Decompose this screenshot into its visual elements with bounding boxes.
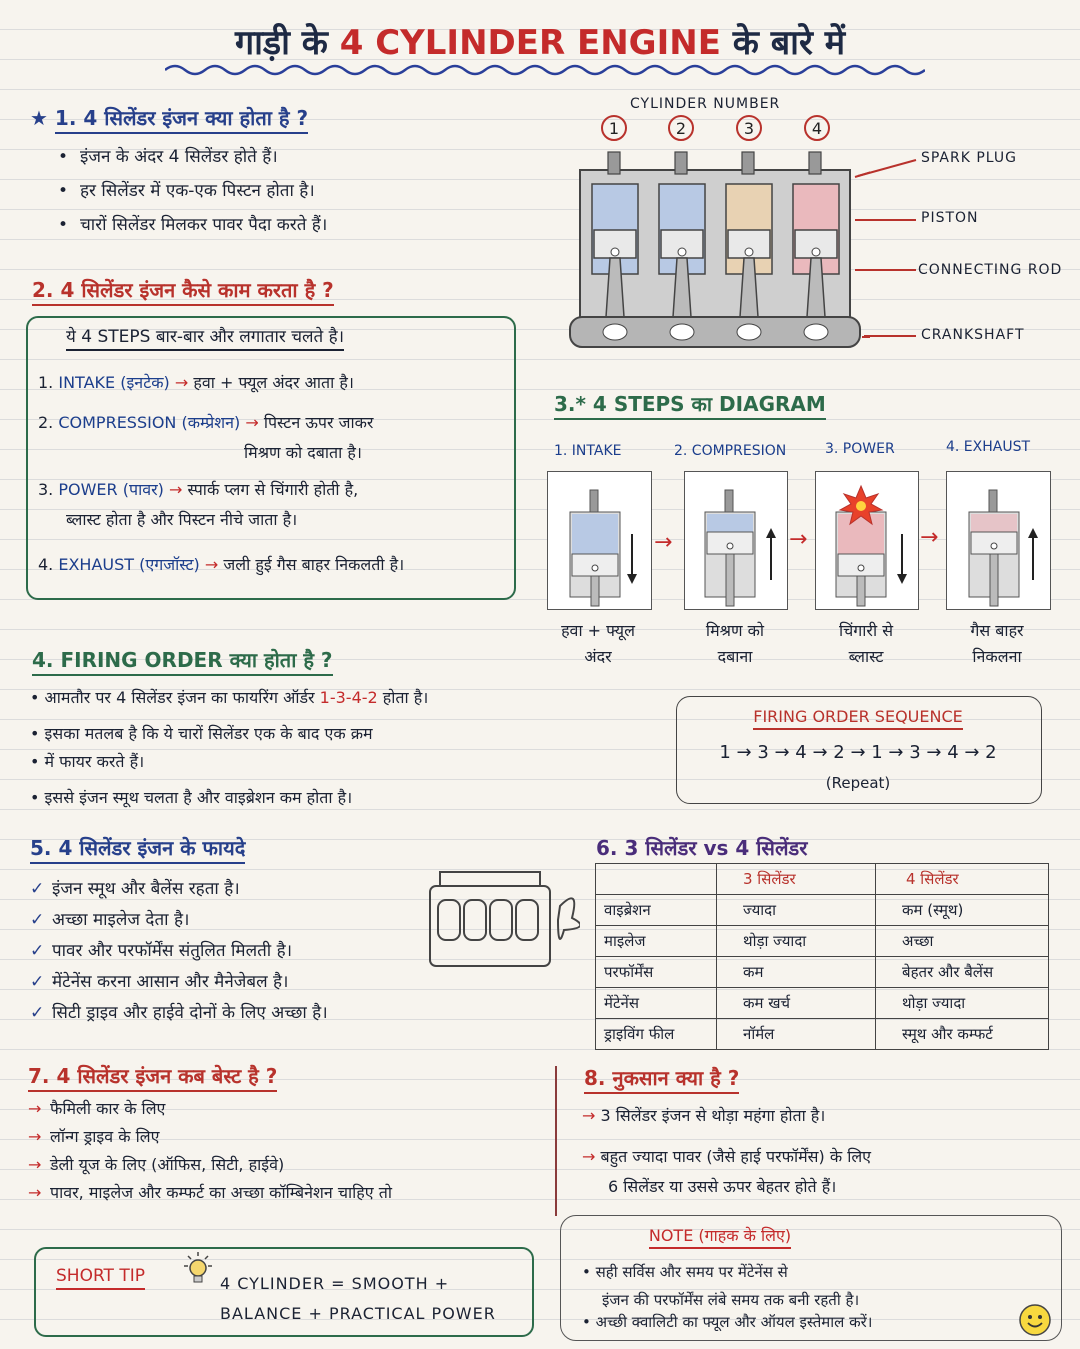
table-header-row (596, 864, 1049, 895)
title-part-2: 4 CYLINDER ENGINE (339, 23, 721, 63)
advantages-list (30, 874, 470, 1029)
list-item: ✓ पावर और परफॉर्मेंस संतुलित मिलती है। (30, 941, 293, 961)
table-row: माइलेज थोड़ा ज्यादा अच्छा (596, 926, 1049, 957)
page-title (0, 18, 1080, 64)
engine-label-arrows (850, 150, 920, 350)
cylinder-number-label: CYLINDER NUMBER (630, 96, 781, 112)
firing-line-4: • इससे इंजन स्मूथ चलता है और वाइब्रेशन कम होता है। (30, 788, 353, 807)
header-4-cylinder: 4 सिलेंडर (876, 864, 1049, 895)
best-use-list (28, 1095, 548, 1207)
table-row: परफॉर्मेंस कम बेहतर और बैलेंस (596, 957, 1049, 988)
diagram-arrow-2: → (789, 527, 808, 552)
smiley-icon (1018, 1303, 1052, 1337)
firing-sequence-repeat: (Repeat) (825, 774, 891, 792)
engine-block-icon (420, 866, 580, 976)
short-tip-line-2: BALANCE + PRACTICAL POWER (220, 1304, 496, 1323)
firing-line-1: • आमतौर पर 4 सिलेंडर इंजन का फायरिंग ऑर्डर 1-3-4-2 होता है। (30, 688, 429, 707)
compression-panel (684, 471, 788, 610)
cylinder-number-4-text: 4 (811, 119, 823, 138)
disadvantage-1: → 3 सिलेंडर इंजन से थोड़ा महंगा होता है। (582, 1106, 826, 1125)
caption-exhaust: गैस बाहर निकलना (970, 621, 1024, 666)
diagram-label-intake: 1. INTAKE (554, 443, 622, 459)
section-1-heading: ★ 1. 4 सिलेंडर इंजन क्या होता है ? (30, 104, 308, 131)
cylinder-number-2-text: 2 (675, 119, 687, 138)
list-item: ✓ इंजन स्मूथ और बैलेंस रहता है। (30, 879, 240, 899)
step-2: 2. COMPRESSION (कम्प्रेशन) → पिस्टन ऊपर जाकर मिश्रण को दबाता है। (38, 413, 374, 462)
list-item: → फैमिली कार के लिए (28, 1099, 166, 1118)
firing-sequence-title: FIRING ORDER SEQUENCE (676, 707, 1040, 726)
list-item: • चारों सिलेंडर मिलकर पावर पैदा करते हैं। (58, 215, 328, 235)
step-1: 1. INTAKE (इनटेक) → हवा + फ्यूल अंदर आता है। (38, 373, 354, 392)
table-row: मेंटेनेंस कम खर्च थोड़ा ज्यादा (596, 988, 1049, 1019)
disadvantage-2: → बहुत ज्यादा पावर (जैसे हाई परफॉर्मेंस) के लिए 6 सिलेंडर या उससे ऊपर बेहतर होते हैं। (582, 1147, 872, 1196)
section-8-heading: 8. नुकसान क्या है ? (584, 1064, 739, 1091)
note-bullet-1: • सही सर्विस और समय पर मेंटेनेंस से इंजन की परफॉर्मेंस लंबे समय तक बनी रहती है। (582, 1263, 860, 1309)
caption-compression: मिश्रण को दबाना (705, 621, 765, 666)
cylinder-number-3-text: 3 (743, 119, 755, 138)
power-panel (815, 471, 919, 610)
comparison-table (595, 863, 1049, 1050)
diagram-label-power: 3. POWER (825, 441, 895, 457)
caption-intake: हवा + फ्यूल अंदर (561, 621, 635, 666)
list-item: → लॉन्ग ड्राइव के लिए (28, 1127, 160, 1146)
title-part-3: के बारे में (732, 23, 846, 63)
intake-panel (547, 471, 652, 610)
note-bullet-2: • अच्छी क्वालिटी का फ्यूल और ऑयल इस्तेमाल करें। (582, 1313, 873, 1331)
table-row: ड्राइविंग फील नॉर्मल स्मूथ और कम्फर्ट (596, 1019, 1049, 1050)
cylinder-number-1-text: 1 (608, 119, 620, 138)
list-item: ✓ अच्छा माइलेज देता है। (30, 910, 190, 930)
short-tip-label: SHORT TIP (56, 1266, 145, 1286)
header-3-cylinder: 3 सिलेंडर (717, 864, 876, 895)
lightbulb-icon (180, 1250, 216, 1290)
step-3: 3. POWER (पावर) → स्पार्क प्लग से चिंगारी होती है, ब्लास्ट होता है और पिस्टन नीचे जाता है। (38, 480, 359, 529)
section-3-heading: 3.* 4 STEPS का DIAGRAM (554, 390, 826, 417)
spark-plug-label: SPARK PLUG (921, 150, 1018, 166)
exhaust-panel (946, 471, 1051, 610)
list-item: → पावर, माइलेज और कम्फर्ट का अच्छा कॉम्बिनेशन चाहिए तो (28, 1183, 392, 1202)
title-part-1: गाड़ी के (234, 23, 328, 63)
engine-cross-section-diagram (560, 112, 870, 382)
section-divider (555, 1066, 557, 1216)
list-item: → डेली यूज के लिए (ऑफिस, सिटी, हाईवे) (28, 1155, 285, 1174)
diagram-arrow-3: → (920, 525, 939, 550)
firing-line-3: • में फायर करते हैं। (30, 752, 145, 771)
list-item: ✓ मेंटेनेंस करना आसान और मैनेजेबल है। (30, 972, 289, 992)
diagram-label-compression: 2. COMPRESION (674, 443, 787, 459)
section-5-heading: 5. 4 सिलेंडर इंजन के फायदे (30, 834, 245, 861)
diagram-arrow-1: → (654, 530, 673, 555)
section-4-heading: 4. FIRING ORDER क्या होता है ? (32, 646, 333, 673)
connecting-rod-label: CONNECTING ROD (918, 262, 1063, 278)
list-item: ✓ सिटी ड्राइव और हाईवे दोनों के लिए अच्छा है। (30, 1003, 328, 1023)
piston-label: PISTON (921, 210, 979, 226)
crankshaft-label: CRANKSHAFT (921, 327, 1025, 343)
table-row: वाइब्रेशन ज्यादा कम (स्मूथ) (596, 895, 1049, 926)
list-item: • हर सिलेंडर में एक-एक पिस्टन होता है। (58, 181, 315, 201)
short-tip-line-1: 4 CYLINDER = SMOOTH + (220, 1274, 450, 1293)
list-item: • इंजन के अंदर 4 सिलेंडर होते हैं। (58, 147, 278, 167)
firing-sequence: 1 → 3 → 4 → 2 → 1 → 3 → 4 → 2 (719, 742, 997, 763)
caption-power: चिंगारी से ब्लास्ट (838, 621, 894, 666)
title-wave-underline (165, 62, 925, 78)
section-1-list (58, 140, 538, 242)
step-4: 4. EXHAUST (एगजॉस्ट) → जली हुई गैस बाहर निकलती है। (38, 555, 405, 574)
note-title: NOTE (गाहक के लिए) (560, 1224, 880, 1246)
section-6-heading: 6. 3 सिलेंडर vs 4 सिलेंडर (596, 836, 808, 860)
steps-box-title: ये 4 STEPS बार-बार और लगातार चलते है। (66, 324, 344, 347)
section-2-heading: 2. 4 सिलेंडर इंजन कैसे काम करता है ? (32, 276, 334, 303)
diagram-label-exhaust: 4. EXHAUST (946, 439, 1031, 455)
firing-line-2: • इसका मतलब है कि ये चारों सिलेंडर एक के बाद एक क्रम (30, 724, 373, 743)
section-7-heading: 7. 4 सिलेंडर इंजन कब बेस्ट है ? (28, 1062, 277, 1089)
star-icon: ★ (30, 106, 48, 130)
